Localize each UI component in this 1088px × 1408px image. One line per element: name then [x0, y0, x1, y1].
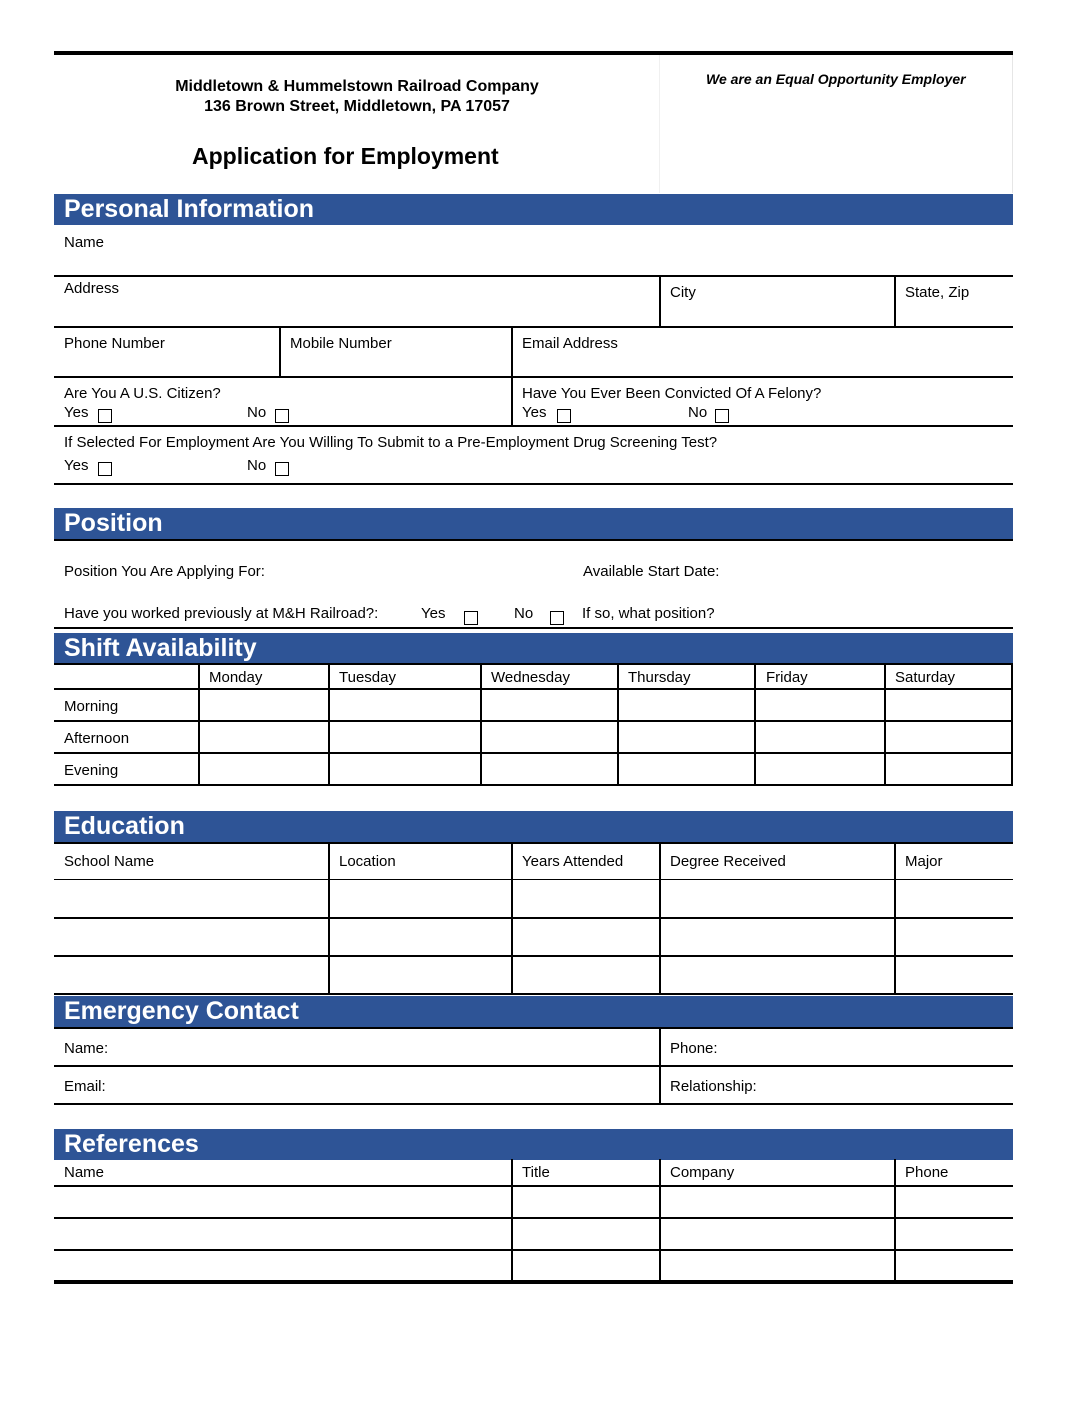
emergency-section-header: Emergency Contact — [54, 996, 1013, 1027]
worked-yes-label: Yes — [421, 605, 446, 622]
worked-yes-checkbox[interactable] — [464, 611, 478, 625]
personal-section-header: Personal Information — [54, 194, 1013, 225]
divider — [54, 1217, 1013, 1219]
divider — [1011, 663, 1013, 786]
education-column-header: Years Attended — [522, 853, 624, 870]
drug-no-label: No — [247, 457, 267, 474]
company-block — [94, 77, 620, 117]
what-position-label: If so, what position? — [582, 605, 715, 622]
divider — [54, 1065, 1013, 1067]
divider — [54, 1249, 1013, 1251]
felony-no-checkbox[interactable] — [715, 409, 729, 423]
divider — [884, 663, 886, 786]
applying-for-label: Position You Are Applying For: — [64, 563, 265, 580]
divider — [659, 1027, 661, 1105]
divider — [198, 663, 200, 786]
day-header: Thursday — [628, 669, 691, 686]
day-header: Saturday — [895, 669, 956, 686]
divider — [511, 842, 513, 995]
reference-column-header: Name — [64, 1164, 105, 1181]
day-header: Monday — [209, 669, 263, 686]
divider — [480, 663, 482, 786]
divider — [659, 842, 661, 995]
education-column-header: Major — [905, 853, 943, 870]
start-date-label: Available Start Date: — [583, 563, 720, 580]
education-column-header: Degree Received — [670, 853, 786, 870]
felony-no-label: No — [688, 404, 708, 421]
divider — [894, 842, 896, 995]
references-section-header: References — [54, 1129, 1013, 1160]
divider — [54, 917, 1013, 919]
drug-yes-checkbox[interactable] — [98, 462, 112, 476]
bottom-rule — [54, 1280, 1013, 1284]
divider — [511, 1159, 513, 1281]
education-column-header: Location — [339, 853, 396, 870]
reference-column-header: Phone — [905, 1164, 949, 1181]
divider — [328, 842, 330, 995]
divider — [54, 1027, 1013, 1029]
shift-time-label: Afternoon — [64, 730, 130, 747]
shift-section-header: Shift Availability — [54, 633, 1013, 664]
address-label: Address — [64, 280, 120, 297]
emergency-email-label: Email: — [64, 1078, 106, 1095]
drug-yes-label: Yes — [64, 457, 89, 474]
divider — [894, 1159, 896, 1281]
reference-column-header: Company — [670, 1164, 735, 1181]
divider — [54, 275, 1013, 277]
drug-no-checkbox[interactable] — [275, 462, 289, 476]
divider — [659, 275, 661, 326]
state-zip-label: State, Zip — [905, 284, 970, 301]
company-name: Middletown & Hummelstown Railroad Company — [175, 78, 539, 95]
citizen-yes-checkbox[interactable] — [98, 409, 112, 423]
mobile-label: Mobile Number — [290, 335, 392, 352]
divider — [54, 1103, 1013, 1105]
emergency-relationship-label: Relationship: — [670, 1078, 757, 1095]
divider — [54, 993, 1013, 995]
divider — [894, 275, 896, 326]
divider — [659, 1159, 661, 1281]
day-header: Wednesday — [491, 669, 570, 686]
divider — [54, 376, 1013, 378]
education-column-header: School Name — [64, 853, 155, 870]
shift-time-label: Morning — [64, 698, 119, 715]
reference-column-header: Title — [522, 1164, 550, 1181]
day-header: Tuesday — [339, 669, 396, 686]
divider — [54, 539, 1013, 541]
worked-no-label: No — [514, 605, 534, 622]
divider — [328, 663, 330, 786]
company-address: 136 Brown Street, Middletown, PA 17057 — [204, 98, 510, 115]
emergency-name-label: Name: — [64, 1040, 109, 1057]
divider — [54, 879, 1013, 880]
email-label: Email Address — [522, 335, 618, 352]
emergency-phone-label: Phone: — [670, 1040, 718, 1057]
worked-no-checkbox[interactable] — [550, 611, 564, 625]
form-title: Application for Employment — [192, 143, 499, 169]
city-label: City — [670, 284, 696, 301]
education-section-header: Education — [54, 811, 1013, 842]
day-header: Friday — [766, 669, 808, 686]
citizen-yes-label: Yes — [64, 404, 89, 421]
divider — [54, 1185, 1013, 1187]
divider — [54, 842, 1013, 844]
divider — [754, 663, 756, 786]
citizen-question: Are You A U.S. Citizen? — [64, 385, 221, 402]
felony-yes-checkbox[interactable] — [557, 409, 571, 423]
name-label: Name — [64, 234, 105, 251]
citizen-no-label: No — [247, 404, 267, 421]
citizen-no-checkbox[interactable] — [275, 409, 289, 423]
equal-opportunity-notice: We are an Equal Opportunity Employer — [706, 71, 966, 87]
felony-question: Have You Ever Been Convicted Of A Felony? — [522, 385, 822, 402]
shift-time-label: Evening — [64, 762, 119, 779]
felony-yes-label: Yes — [522, 404, 547, 421]
drug-question: If Selected For Employment Are You Willing To Submit to a Pre-Employment Drug Screening Test? — [64, 434, 718, 451]
position-section-header: Position — [54, 508, 1013, 539]
divider — [54, 627, 1013, 629]
phone-label: Phone Number — [64, 335, 165, 352]
divider — [279, 326, 281, 376]
divider — [54, 955, 1013, 957]
divider — [617, 663, 619, 786]
divider — [54, 483, 1013, 485]
divider — [54, 326, 1013, 328]
worked-previously-label: Have you worked previously at M&H Railroad?: — [64, 605, 379, 622]
divider — [54, 425, 1013, 427]
